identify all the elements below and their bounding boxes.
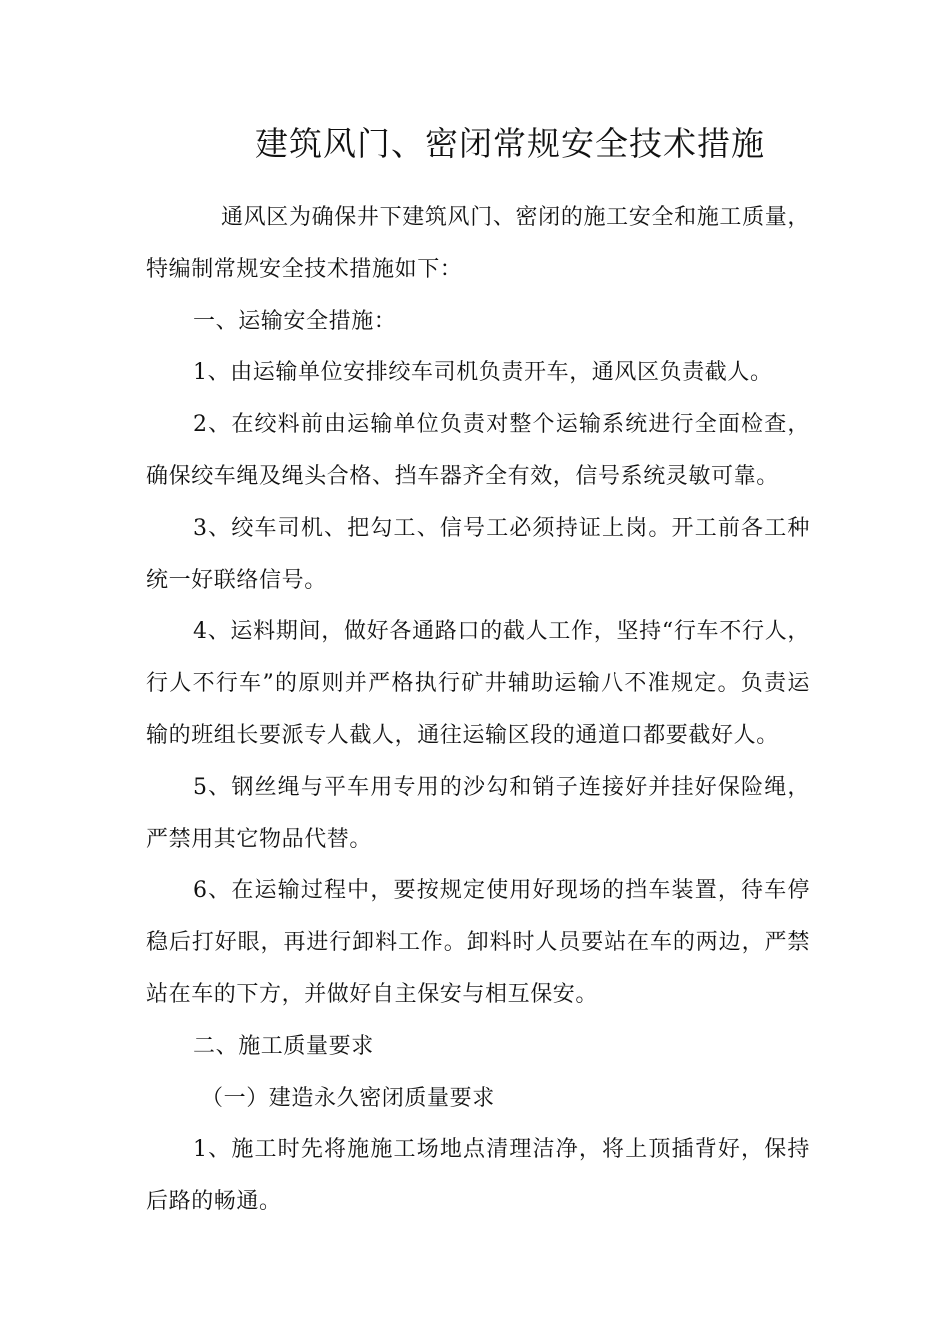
intro-paragraph: 通风区为确保井下建筑风门、密闭的施工安全和施工质量，特编制常规安全技术措施如下：	[146, 205, 810, 282]
paragraph-item-6: 6、在运输过程中，要按规定使用好现场的挡车装置，待车停稳后打好眼，再进行卸料工作。卸料时人员要站在车的两边，严禁站在车的下方，并做好自主保安与相互保安。	[146, 878, 810, 1007]
paragraph-quality-item-1: 1、施工时先将施施工场地点清理洁净，将上顶插背好，保持后路的畅通。	[146, 1137, 810, 1215]
paragraph-item-3: 3、绞车司机、把勾工、信号工必须持证上岗。开工前各工种统一好联络信号。	[146, 515, 810, 593]
subsection-heading-permanent-seal: （一）建造永久密闭质量要求	[201, 1085, 495, 1111]
paragraph-item-2: 2、在绞料前由运输单位负责对整个运输系统进行全面检查，确保绞车绳及绳头合格、挡车器齐全有效，信号系统灵敏可靠。	[146, 412, 810, 489]
paragraph-item-1: 1、由运输单位安排绞车司机负责开车，通风区负责截人。	[193, 360, 773, 386]
document-title: 建筑风门、密闭常规安全技术措施	[255, 124, 765, 163]
section-heading-transport-safety: 一、运输安全措施：	[193, 308, 397, 334]
paragraph-item-4: 4、运料期间，做好各通路口的截人工作，坚持“行车不行人，行人不行车”的原则并严格执行矿井辅助运输八不准规定。负责运输的班组长要派专人截人，通往运输区段的通道口都要截好人。	[146, 619, 810, 748]
paragraph-item-5: 5、钢丝绳与平车用专用的沙勾和销子连接好并挂好保险绳，严禁用其它物品代替。	[146, 774, 810, 852]
document-body	[146, 192, 810, 1228]
section-heading-construction-quality: 二、施工质量要求	[193, 1033, 374, 1059]
